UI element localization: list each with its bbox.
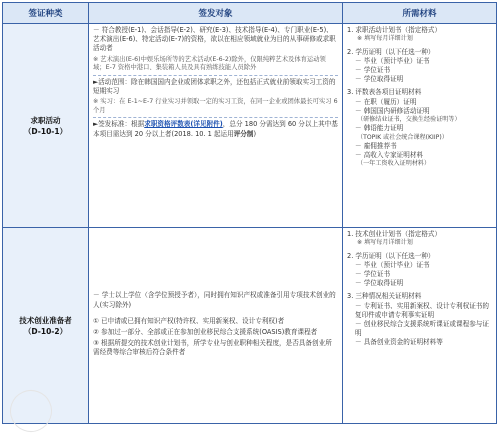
kind-title: 技术创业准备者 [19,315,72,325]
material-item: － 韩语能力证明 [355,124,404,133]
material-item: － 雇佣推荐书 [355,142,397,151]
material-note: ※ 填写每月详细计划 [357,239,413,247]
material-item: － 创业移民综合支援系统听课证或课程参与证明 [355,320,489,338]
material-item: － 学位证书 [355,66,391,75]
kind-cell [3,24,89,228]
standard-suffix: ) [253,129,257,138]
material-note: （一年工资收入证明材料） [357,160,431,168]
kind-code: （D-10-2） [23,326,68,336]
material-heading: 1. 技术创业计划书（指定格式） [347,230,442,238]
materials-list [343,24,496,171]
material-item: － 学位取得证明 [355,75,404,84]
material-note: ※ 填写每月详细计划 [357,35,413,43]
material-item: － 专利证书、实用新案权、设计专利权证书的复印件或申请专利事实证明 [355,301,489,319]
kind-code: （D-10-1） [23,126,68,136]
materials-cell [343,24,497,228]
material-heading: 2. 学历证明（以下任选一种） [347,251,435,260]
material-item: － 毕业（预计毕业）证书 [355,56,430,65]
kind-cell [3,228,89,424]
material-heading: 2. 学历证明（以下任选一种） [347,47,435,56]
standard-body: ，总分 180 分需达到 60 分以上其中基本项目需达到 20 分以上者(2018. 10. 1 起运用 [93,120,338,138]
material-item: － 学位证书 [355,270,391,279]
material-note: （TOPIK 或社会统合课程(KIIP)） [357,133,448,141]
target-cell [89,24,343,228]
row-job-seeking [3,24,497,228]
internship-note: ※ 实习：在 E-1~E-7 行业实习并领取一定的实习工资，在同一企业或团体最长可实习 6 个月 [93,98,338,114]
kind-title: 求职活动 [30,115,61,125]
score-system: 评分制 [233,129,254,138]
target-text: － 符合教授(E-1)、会话指导(E-2)、研究(E-3)、技术指导(E-4)、专门职业(E-5)、艺术演出(E-6)、特定活动(E-7)的资格，欲以在相应领域就业为目的从事研修或求职活动者 [93,26,336,53]
activity-scope: ►活动范围：除在韩国国内企业或团体求职之外，还包括正式就业前领取实习工资的短期实习 [93,77,336,95]
issuance-standard [93,120,338,138]
visa-table [2,2,497,424]
material-item: － 毕业（预计毕业）证书 [355,260,430,269]
materials-cell [343,228,497,424]
material-note: （研修结业证书，交换生经验证明等） [357,116,461,124]
materials-list [343,228,496,350]
condition-3: ③ 根据所提交的技术创业计划书，所学专业与创业职种相关程度，是否具备创业所需经费等综合审核后符合条件者 [93,339,332,357]
material-heading: 3. 三种情况相关证明材料 [347,292,422,301]
target-cell [89,228,343,424]
material-heading: 3. 评数表各项目证明材料 [347,88,422,97]
material-item: － 学位取得证明 [355,279,404,288]
score-table-link[interactable]: 求职资格评数表(详见附件) [144,120,223,129]
divider [93,117,338,118]
material-item: － 在职（履历）证明 [355,97,417,106]
header-row [3,3,497,24]
material-item: － 高收入专家证明材料 [355,151,424,160]
material-item: － 具备创业资金的证明材料等 [355,338,443,347]
condition-2: ② 参加过一部分、全部或正在参加创业移民综合支援系统(OASIS)教育课程者 [93,328,318,336]
header-kind: 签证种类 [3,3,89,24]
material-item: － 韩国国内研修活动证明 [355,106,430,115]
divider [93,75,338,76]
row-tech-startup [3,228,497,424]
header-materials: 所需材料 [343,3,497,24]
target-note: ※ 艺术演出(E-6)中娱乐场所等的艺术活动(E-6-2)除外，仅限纯粹艺术及体育运动领域；E-7 资格中港口、集装箱人员及具有熟练技能人员除外 [93,55,326,72]
condition-1: ① 已申请或已拥有知识产权(特许权、实用新案权、设计专利权)者 [93,316,285,325]
standard-prefix: ►签发标准：根据 [93,120,145,129]
header-target: 签发对象 [89,3,343,24]
material-heading: 1. 求职活动计划书（指定格式） [347,26,442,34]
target-text: － 学士以上学位（含学位预授予者），同时拥有知识产权或准备引用专项技术创业的人(实习除外) [93,291,336,309]
